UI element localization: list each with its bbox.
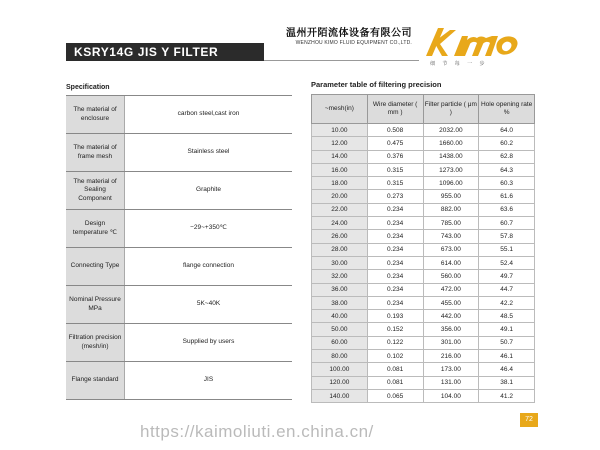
wire-diameter-cell: 0.193 [367,310,423,323]
table-row [312,350,535,363]
brand-slogan: 细 节 每 一 步 [430,61,488,67]
filter-particle-cell: 955.00 [423,190,479,203]
mesh-cell: 38.00 [312,296,368,309]
spec-value: carbon steel,cast iron [125,96,293,134]
header-divider [264,60,419,61]
filter-particle-cell: 173.00 [423,363,479,376]
table-row [312,270,535,283]
product-title-banner [66,43,264,61]
filter-particle-cell: 614.00 [423,256,479,269]
mesh-cell: 32.00 [312,270,368,283]
wire-diameter-cell: 0.273 [367,190,423,203]
hole-opening-rate-cell: 44.7 [479,283,535,296]
mesh-cell: 100.00 [312,363,368,376]
table-row [312,124,535,137]
hole-opening-rate-cell: 55.1 [479,243,535,256]
hole-opening-rate-cell: 42.2 [479,296,535,309]
wire-diameter-cell: 0.234 [367,270,423,283]
mesh-cell: 80.00 [312,350,368,363]
hole-opening-rate-cell: 64.3 [479,163,535,176]
spec-value: 5K~40K [125,286,293,324]
filter-particle-cell: 356.00 [423,323,479,336]
mesh-cell: 140.00 [312,389,368,402]
wire-diameter-cell: 0.315 [367,163,423,176]
spec-value: Supplied by users [125,324,293,362]
table-row [66,134,292,172]
product-title: KSRY14G JIS Y FILTER [74,45,219,59]
wire-diameter-cell: 0.152 [367,323,423,336]
mesh-cell: 22.00 [312,203,368,216]
mesh-cell: 14.00 [312,150,368,163]
spec-value: JIS [125,362,293,400]
table-row [312,243,535,256]
hole-opening-rate-cell: 48.5 [479,310,535,323]
hole-opening-rate-cell: 61.6 [479,190,535,203]
table-row [312,323,535,336]
wire-diameter-cell: 0.315 [367,177,423,190]
wire-diameter-cell: 0.234 [367,203,423,216]
mesh-cell: 50.00 [312,323,368,336]
wire-diameter-cell: 0.234 [367,243,423,256]
filter-particle-cell: 1096.00 [423,177,479,190]
wire-diameter-cell: 0.234 [367,296,423,309]
table-row [312,203,535,216]
table-row [312,336,535,349]
wire-diameter-cell: 0.081 [367,376,423,389]
company-name-cn: 温州开陌流体设备有限公司 [286,28,412,39]
filter-particle-cell: 560.00 [423,270,479,283]
wire-diameter-cell: 0.234 [367,283,423,296]
spec-value: −29~+350℃ [125,210,293,248]
wire-diameter-cell: 0.081 [367,363,423,376]
spec-label: The material of enclosure [66,96,125,134]
mesh-cell: 10.00 [312,124,368,137]
filter-particle-cell: 1660.00 [423,137,479,150]
filter-particle-cell: 131.00 [423,376,479,389]
table-row [66,324,292,362]
wire-diameter-cell: 0.234 [367,230,423,243]
wire-diameter-cell: 0.234 [367,217,423,230]
brand-logo-graphic [420,22,525,62]
specification-title: Specification [66,84,110,91]
table-row [66,172,292,210]
hole-opening-rate-cell: 41.2 [479,389,535,402]
mesh-cell: 40.00 [312,310,368,323]
hole-opening-rate-cell: 46.4 [479,363,535,376]
company-name-block [280,24,412,46]
hole-opening-rate-cell: 57.8 [479,230,535,243]
table-row [312,376,535,389]
mesh-cell: 16.00 [312,163,368,176]
mesh-cell: 18.00 [312,177,368,190]
mesh-cell: 12.00 [312,137,368,150]
filter-particle-cell: 1273.00 [423,163,479,176]
mesh-cell: 36.00 [312,283,368,296]
company-name-en: WENZHOU KIMO FLUID EQUIPMENT CO.,LTD. [295,40,412,46]
page-number: 72 [520,413,538,427]
filter-particle-cell: 743.00 [423,230,479,243]
wire-diameter-cell: 0.376 [367,150,423,163]
filter-particle-cell: 216.00 [423,350,479,363]
table-row [312,150,535,163]
table-row [66,286,292,324]
hole-opening-rate-cell: 60.3 [479,177,535,190]
brand-logo [420,22,525,62]
wire-diameter-cell: 0.065 [367,389,423,402]
specification-table [66,95,292,400]
spec-label: Design temperature ℃ [66,210,125,248]
wire-diameter-cell: 0.508 [367,124,423,137]
filter-particle-cell: 104.00 [423,389,479,402]
table-row [312,389,535,402]
table-row [312,363,535,376]
mesh-cell: 120.00 [312,376,368,389]
filter-particle-cell: 301.00 [423,336,479,349]
table-row [312,190,535,203]
filter-particle-cell: 882.00 [423,203,479,216]
hole-opening-rate-cell: 46.1 [479,350,535,363]
table-row [312,217,535,230]
mesh-cell: 28.00 [312,243,368,256]
spec-value: Graphite [125,172,293,210]
table-row [66,248,292,286]
spec-label: Nominal Pressure MPa [66,286,125,324]
mesh-cell: 26.00 [312,230,368,243]
hole-opening-rate-cell: 60.7 [479,217,535,230]
filter-particle-cell: 442.00 [423,310,479,323]
mesh-cell: 60.00 [312,336,368,349]
wire-diameter-cell: 0.122 [367,336,423,349]
filter-particle-cell: 472.00 [423,283,479,296]
spec-value: Stainless steel [125,134,293,172]
wire-diameter-cell: 0.475 [367,137,423,150]
column-header-filter-particle: Filter particle ( μm ) [423,95,479,124]
spec-label: Connecting Type [66,248,125,286]
hole-opening-rate-cell: 50.7 [479,336,535,349]
wire-diameter-cell: 0.102 [367,350,423,363]
column-header-mesh: ~mesh(in) [312,95,368,124]
table-row [312,296,535,309]
table-row [312,137,535,150]
table-row [312,163,535,176]
parameter-table [311,94,535,403]
filter-particle-cell: 785.00 [423,217,479,230]
filter-particle-cell: 1438.00 [423,150,479,163]
wire-diameter-cell: 0.234 [367,256,423,269]
hole-opening-rate-cell: 60.2 [479,137,535,150]
mesh-cell: 30.00 [312,256,368,269]
mesh-cell: 24.00 [312,217,368,230]
table-row [312,230,535,243]
hole-opening-rate-cell: 62.8 [479,150,535,163]
table-row [312,310,535,323]
table-row [66,96,292,134]
hole-opening-rate-cell: 64.0 [479,124,535,137]
table-row [312,256,535,269]
filter-particle-cell: 455.00 [423,296,479,309]
table-row [312,177,535,190]
table-row [312,283,535,296]
hole-opening-rate-cell: 49.7 [479,270,535,283]
filter-particle-cell: 2032.00 [423,124,479,137]
table-header-row [312,95,535,124]
filter-particle-cell: 673.00 [423,243,479,256]
column-header-hole-opening-rate: Hole opening rate % [479,95,535,124]
spec-label: The material of Sealing Component [66,172,125,210]
parameter-table-title: Parameter table of filtering precision [311,80,442,89]
spec-label: Filtration precision (mesh/in) [66,324,125,362]
hole-opening-rate-cell: 38.1 [479,376,535,389]
parameter-table-body [312,124,535,403]
table-row [66,362,292,400]
spec-label: Flange standard [66,362,125,400]
spec-label: The material of frame mesh [66,134,125,172]
hole-opening-rate-cell: 49.1 [479,323,535,336]
hole-opening-rate-cell: 63.6 [479,203,535,216]
mesh-cell: 20.00 [312,190,368,203]
table-row [66,210,292,248]
column-header-wire-diameter: Wire diameter ( mm ) [367,95,423,124]
watermark-url: https://kaimoliuti.en.china.cn/ [140,422,374,441]
spec-value: flange connection [125,248,293,286]
hole-opening-rate-cell: 52.4 [479,256,535,269]
